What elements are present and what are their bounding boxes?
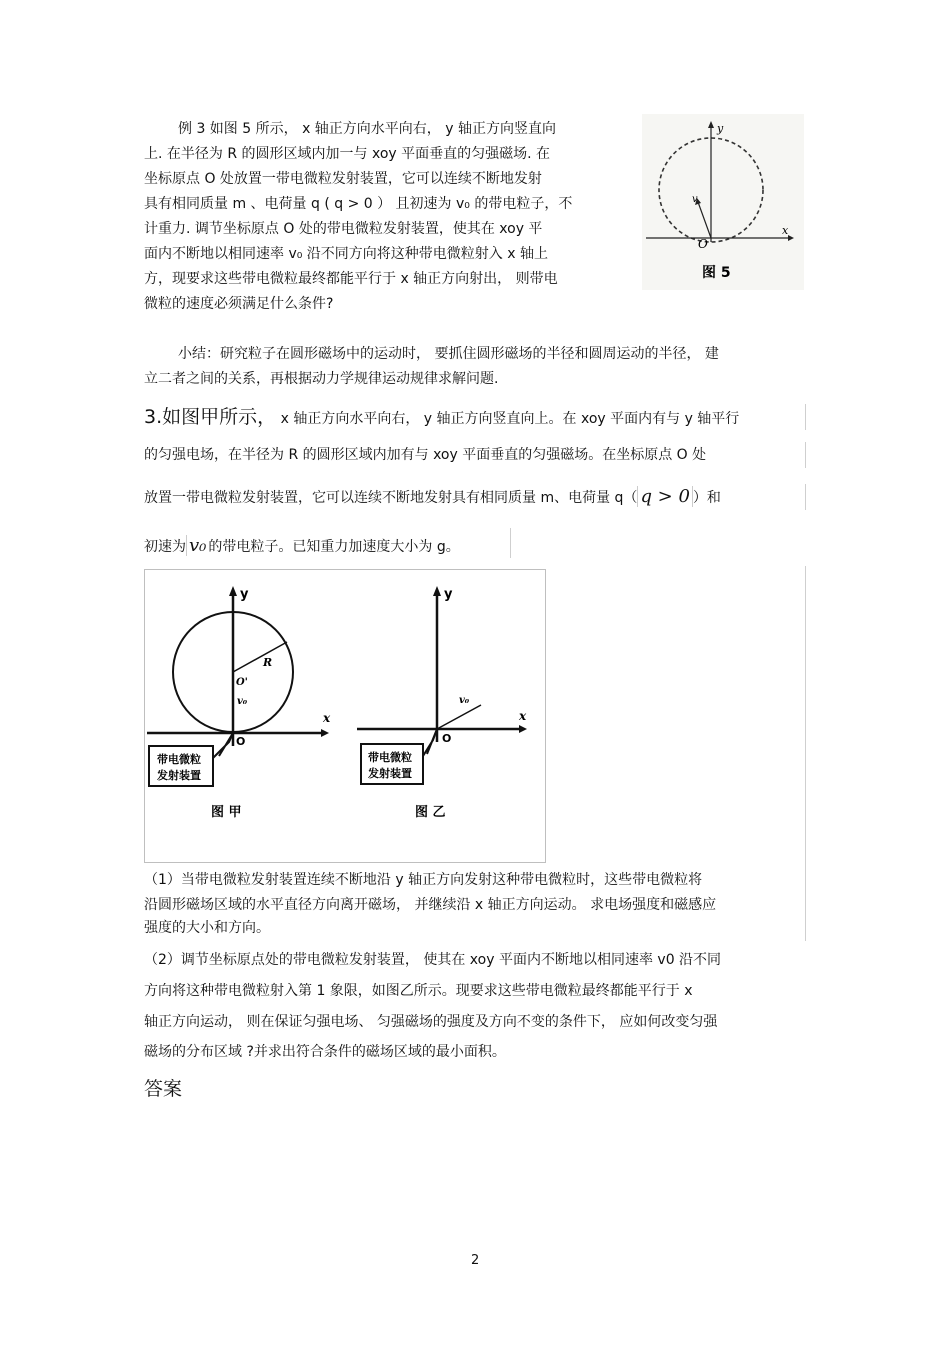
fig-jia-x-label: x [323,711,331,725]
initial-velocity-formula: v₀ [186,535,208,556]
fig5-v-label: v [692,194,698,205]
fig-jia-y-label: y [240,587,249,602]
example3-line-7: 方，现要求这些带电微粒最终都能平行于 x 轴正方向射出， 则带电 [144,271,558,287]
figures-diagram [145,570,545,862]
fig-jia-oprime-label: O' [236,677,248,688]
fig-yi-v0-label: v₀ [459,695,470,706]
example3-line-5: 计重力. 调节坐标原点 O 处的带电微粒发射装置，使其在 xoy 平 [144,221,543,237]
fig-jia-caption: 图 甲 [211,805,242,820]
question2-line-1: （2）调节坐标原点处的带电微粒发射装置， 使其在 xoy 平面内不断地以相同速率 v0 沿不同 [144,952,722,968]
example3-line-8: 微粒的速度必须满足什么条件? [144,296,334,312]
example3-line-2: 上. 在半径为 R 的圆形区域内加一与 xoy 平面垂直的匀强磁场. 在 [144,146,551,162]
problem3-line-3-text-b: ）和 [692,490,721,506]
summary-line-2: 立二者之间的关系，再根据动力学规律运动规律求解问题. [144,371,499,387]
fig5-origin-label: O [698,237,708,251]
charge-condition-formula: q > 0 [637,486,693,507]
example3-line-3: 坐标原点 O 处放置一带电微粒发射装置，它可以连续不断地发射 [144,171,542,187]
page-number: 2 [471,1253,480,1268]
summary-line-1: 小结：研究粒子在圆形磁场中的运动时， 要抓住圆形磁场的半径和圆周运动的半径， 建 [178,346,719,362]
figure-5-diagram [642,114,804,290]
problem3-line-4-text-a: 初速为 [144,539,186,555]
fig-yi-caption: 图 乙 [415,805,446,820]
problem3-line-1-text: x 轴正方向水平向右， y 轴正方向竖直向上。在 xoy 平面内有与 y 轴平行 [276,411,740,427]
border-line [805,442,806,468]
fig-yi-box-line-1: 带电微粒 [368,751,412,764]
question2-line-2: 方向将这种带电微粒射入第 1 象限，如图乙所示。现要求这些带电微粒最终都能平行于 x [144,983,693,999]
problem3-line-2: 的匀强电场，在半径为 R 的圆形区域内加有与 xoy 平面垂直的匀强磁场。在坐标原点 O 处 [144,447,707,463]
border-line [805,404,806,430]
fig-yi-x-label: x [519,709,527,723]
figure-5 [642,114,804,290]
example3-line-1: 例 3 如图 5 所示， x 轴正方向水平向右， y 轴正方向竖直向 [178,121,556,137]
question1-line-3: 强度的大小和方向。 [144,920,270,936]
example3-line-6: 面内不断地以相同速率 v₀ 沿不同方向将这种带电微粒射入 x 轴上 [144,246,548,262]
fig-jia-box-line-2: 发射装置 [157,769,201,782]
problem3-number: 3.如图甲所示， [144,406,277,428]
problem3-line-3 [144,488,721,507]
problem3-line-4-text-b: 的带电粒子。已知重力加速度大小为 g。 [208,539,460,555]
problem3-line-1 [144,408,739,428]
fig-jia-r-label: R [263,656,273,669]
border-line [510,528,511,558]
question2-line-3: 轴正方向运动， 则在保证匀强电场、 匀强磁场的强度及方向不变的条件下， 应如何改变匀强 [144,1014,718,1030]
fig5-x-label: x [782,224,789,237]
fig5-y-label: y [717,122,724,135]
example3-line-4: 具有相同质量 m 、电荷量 q ( q > 0 ） 且初速为 v₀ 的带电粒子，不 [144,196,573,212]
fig-jia-box-line-1: 带电微粒 [157,753,201,766]
figure-jia-yi [144,569,546,863]
border-line [805,566,806,941]
answer-heading: 答案 [144,1078,183,1100]
border-line [805,484,806,510]
fig-yi-box-line-2: 发射装置 [368,767,412,780]
question1-line-2: 沿圆形磁场区域的水平直径方向离开磁场， 并继续沿 x 轴正方向运动。 求电场强度和磁感应 [144,897,717,913]
question2-line-4: 磁场的分布区域 ?并求出符合条件的磁场区域的最小面积。 [144,1044,506,1060]
fig-yi-y-label: y [444,587,453,602]
fig-jia-origin-label: O [236,735,246,748]
problem3-line-3-text-a: 放置一带电微粒发射装置，它可以连续不断地发射具有相同质量 m、电荷量 q（ [144,490,638,506]
question1-line-1: （1）当带电微粒发射装置连续不断地沿 y 轴正方向发射这种带电微粒时，这些带电微粒将 [144,872,703,888]
fig-yi-origin-label: O [442,732,452,745]
fig-jia-v0-label: v₀ [237,696,248,707]
fig5-caption: 图 5 [702,265,731,281]
problem3-line-4 [144,537,460,556]
